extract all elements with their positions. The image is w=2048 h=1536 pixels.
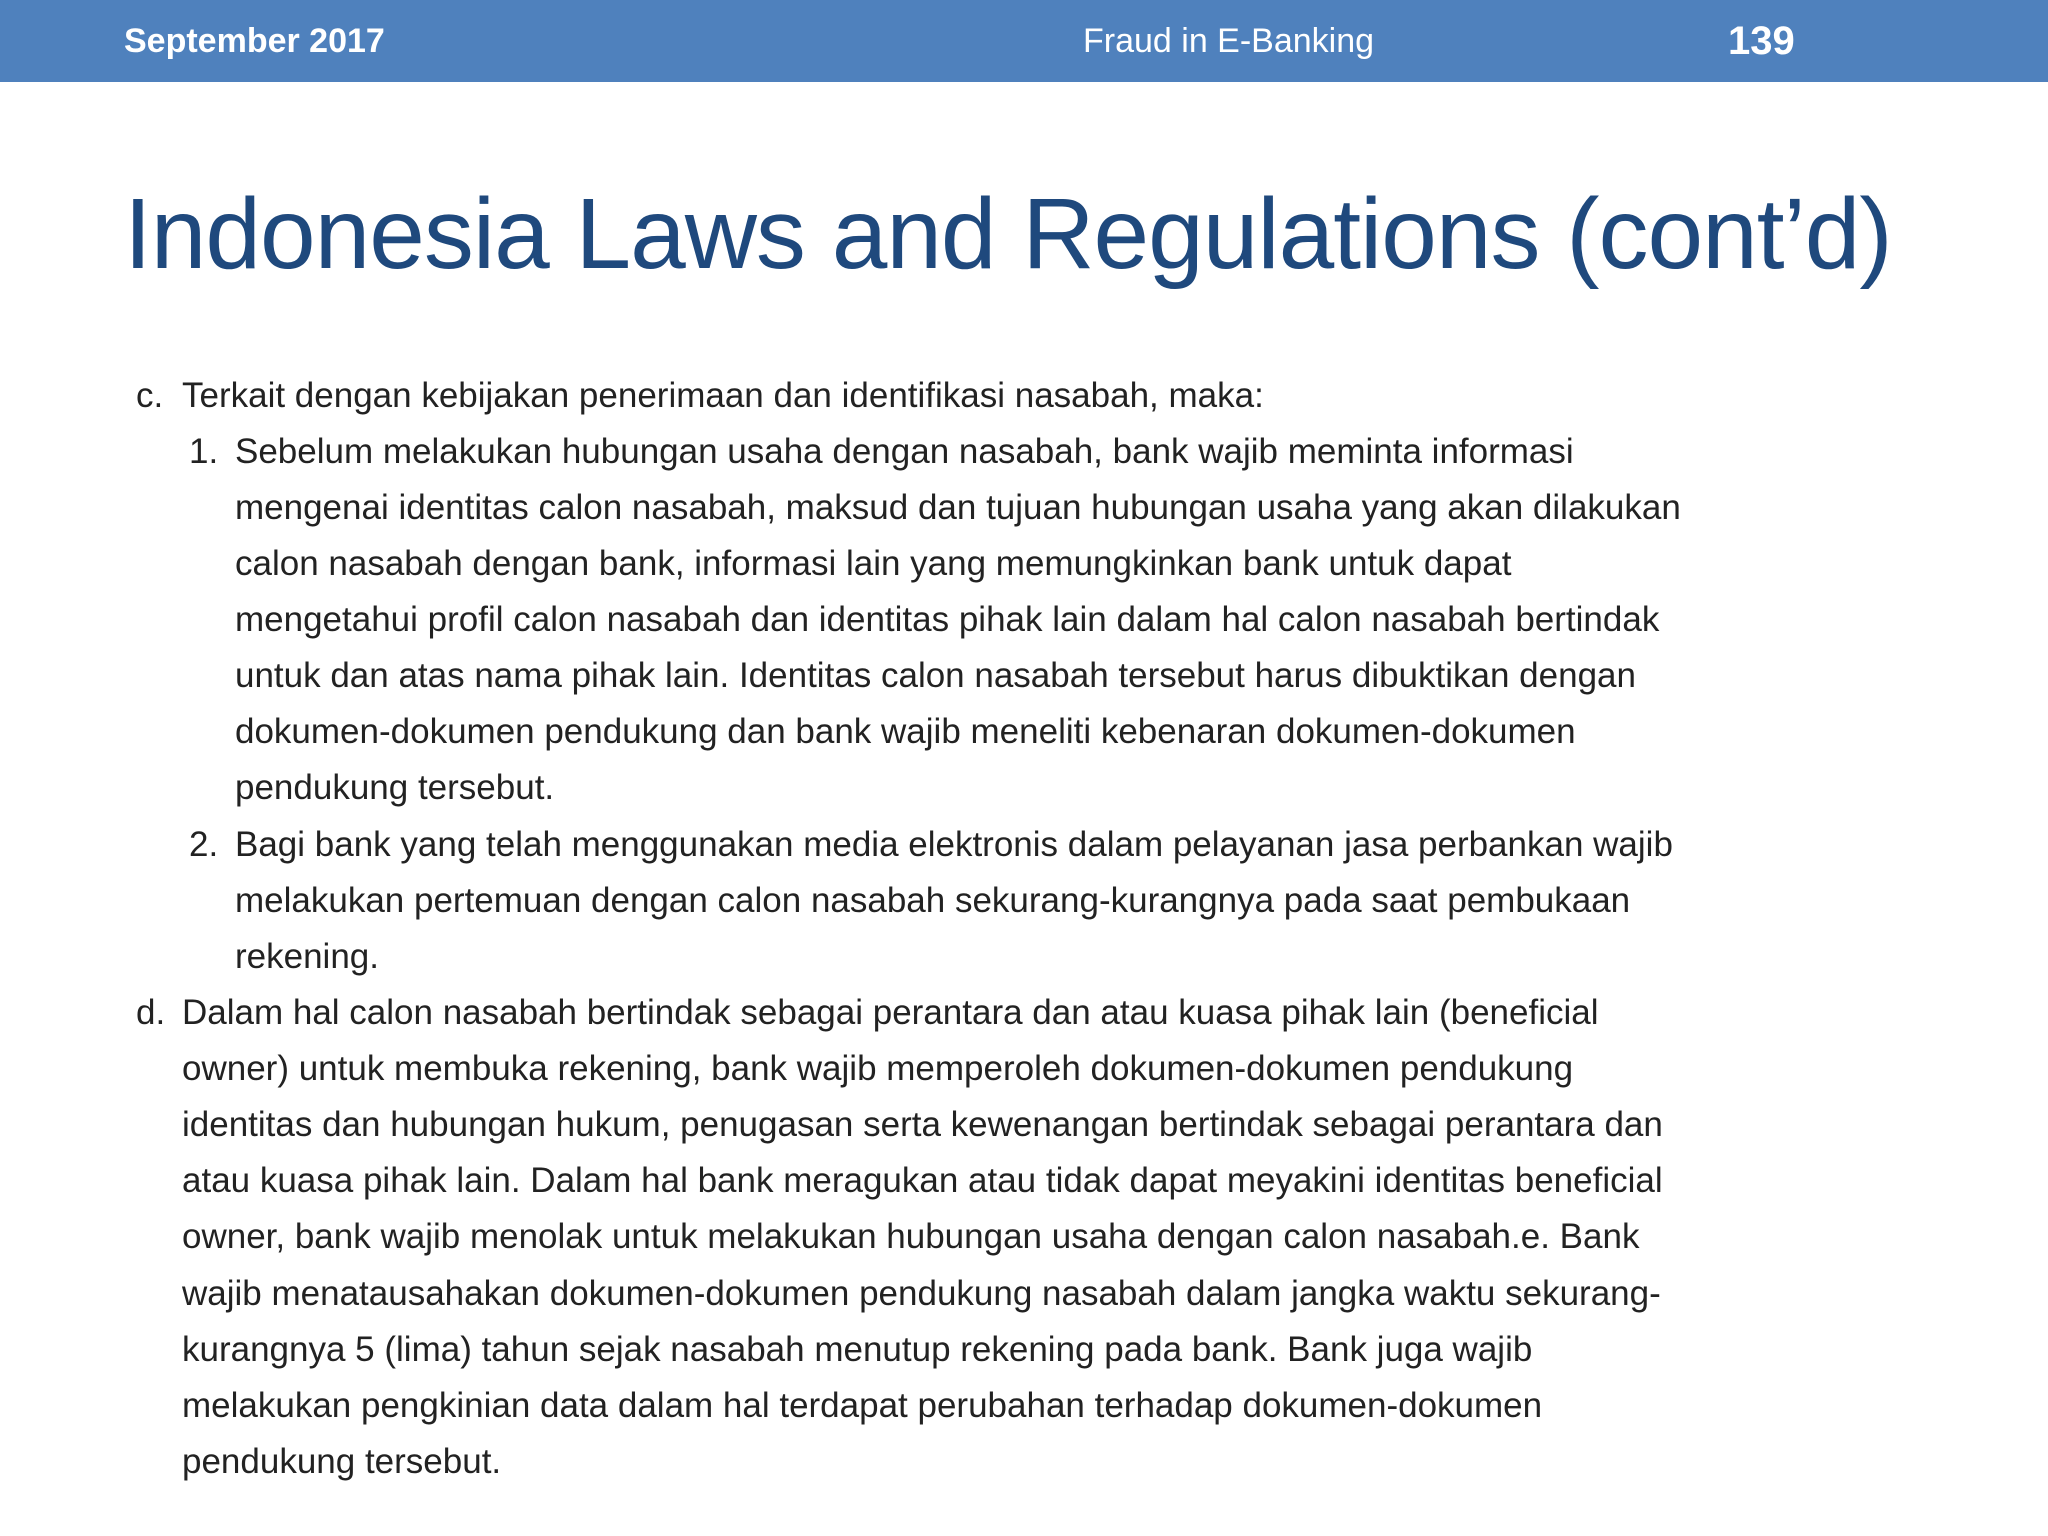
section-d-line: atau kuasa pihak lain. Dalam hal bank meragukan atau tidak dapat meyakini identitas beneficial (182, 1161, 1663, 1200)
item-1-line: mengenai identitas calon nasabah, maksud dan tujuan hubungan usaha yang akan dilakukan (235, 488, 1681, 527)
item-1-line: untuk dan atas nama pihak lain. Identitas calon nasabah tersebut harus dibuktikan dengan (235, 656, 1636, 695)
item-2-line: melakukan pertemuan dengan calon nasabah sekurang-kurangnya pada saat pembukaan (235, 881, 1631, 920)
item-1-line: Sebelum melakukan hubungan usaha dengan nasabah, bank wajib meminta informasi (235, 432, 1574, 471)
item-1-line: pendukung tersebut. (235, 768, 555, 807)
item-2-marker: 2. (189, 825, 219, 864)
section-d-line: wajib menatausahakan dokumen-dokumen pendukung nasabah dalam jangka waktu sekurang- (182, 1274, 1661, 1313)
page-number: 139 (1728, 19, 1795, 63)
section-d-line: Dalam hal calon nasabah bertindak sebagai perantara dan atau kuasa pihak lain (beneficial (182, 993, 1599, 1032)
section-d-line: owner) untuk membuka rekening, bank wajib memperoleh dokumen-dokumen pendukung (182, 1049, 1574, 1088)
item-1-line: dokumen-dokumen pendukung dan bank wajib meneliti kebenaran dokumen-dokumen (235, 712, 1576, 751)
section-d-marker: d. (136, 993, 166, 1032)
item-1-marker: 1. (189, 432, 219, 471)
slide-title: Indonesia Laws and Regulations (cont’d) (124, 178, 1892, 290)
section-d-line: melakukan pengkinian data dalam hal terdapat perubahan terhadap dokumen-dokumen (182, 1386, 1543, 1425)
section-d-line: kurangnya 5 (lima) tahun sejak nasabah menutup rekening pada bank. Bank juga wajib (182, 1330, 1533, 1369)
item-2-line: Bagi bank yang telah menggunakan media elektronis dalam pelayanan jasa perbankan wajib (235, 825, 1673, 864)
item-1-line: calon nasabah dengan bank, informasi lain yang memungkinkan bank untuk dapat (235, 544, 1512, 583)
header-topic: Fraud in E-Banking (1083, 22, 1375, 60)
section-c-intro: Terkait dengan kebijakan penerimaan dan identifikasi nasabah, maka: (182, 376, 1264, 415)
header-bar (0, 0, 2048, 82)
item-2-line: rekening. (235, 937, 379, 976)
header-date: September 2017 (124, 22, 385, 60)
section-d-line: identitas dan hubungan hukum, penugasan serta kewenangan bertindak sebagai perantara dan (182, 1105, 1663, 1144)
section-d-line: pendukung tersebut. (182, 1442, 502, 1481)
item-1-line: mengetahui profil calon nasabah dan identitas pihak lain dalam hal calon nasabah bertindak (235, 600, 1660, 639)
section-c-marker: c. (136, 376, 164, 415)
section-d-line: owner, bank wajib menolak untuk melakukan hubungan usaha dengan calon nasabah.e. Bank (182, 1217, 1640, 1256)
